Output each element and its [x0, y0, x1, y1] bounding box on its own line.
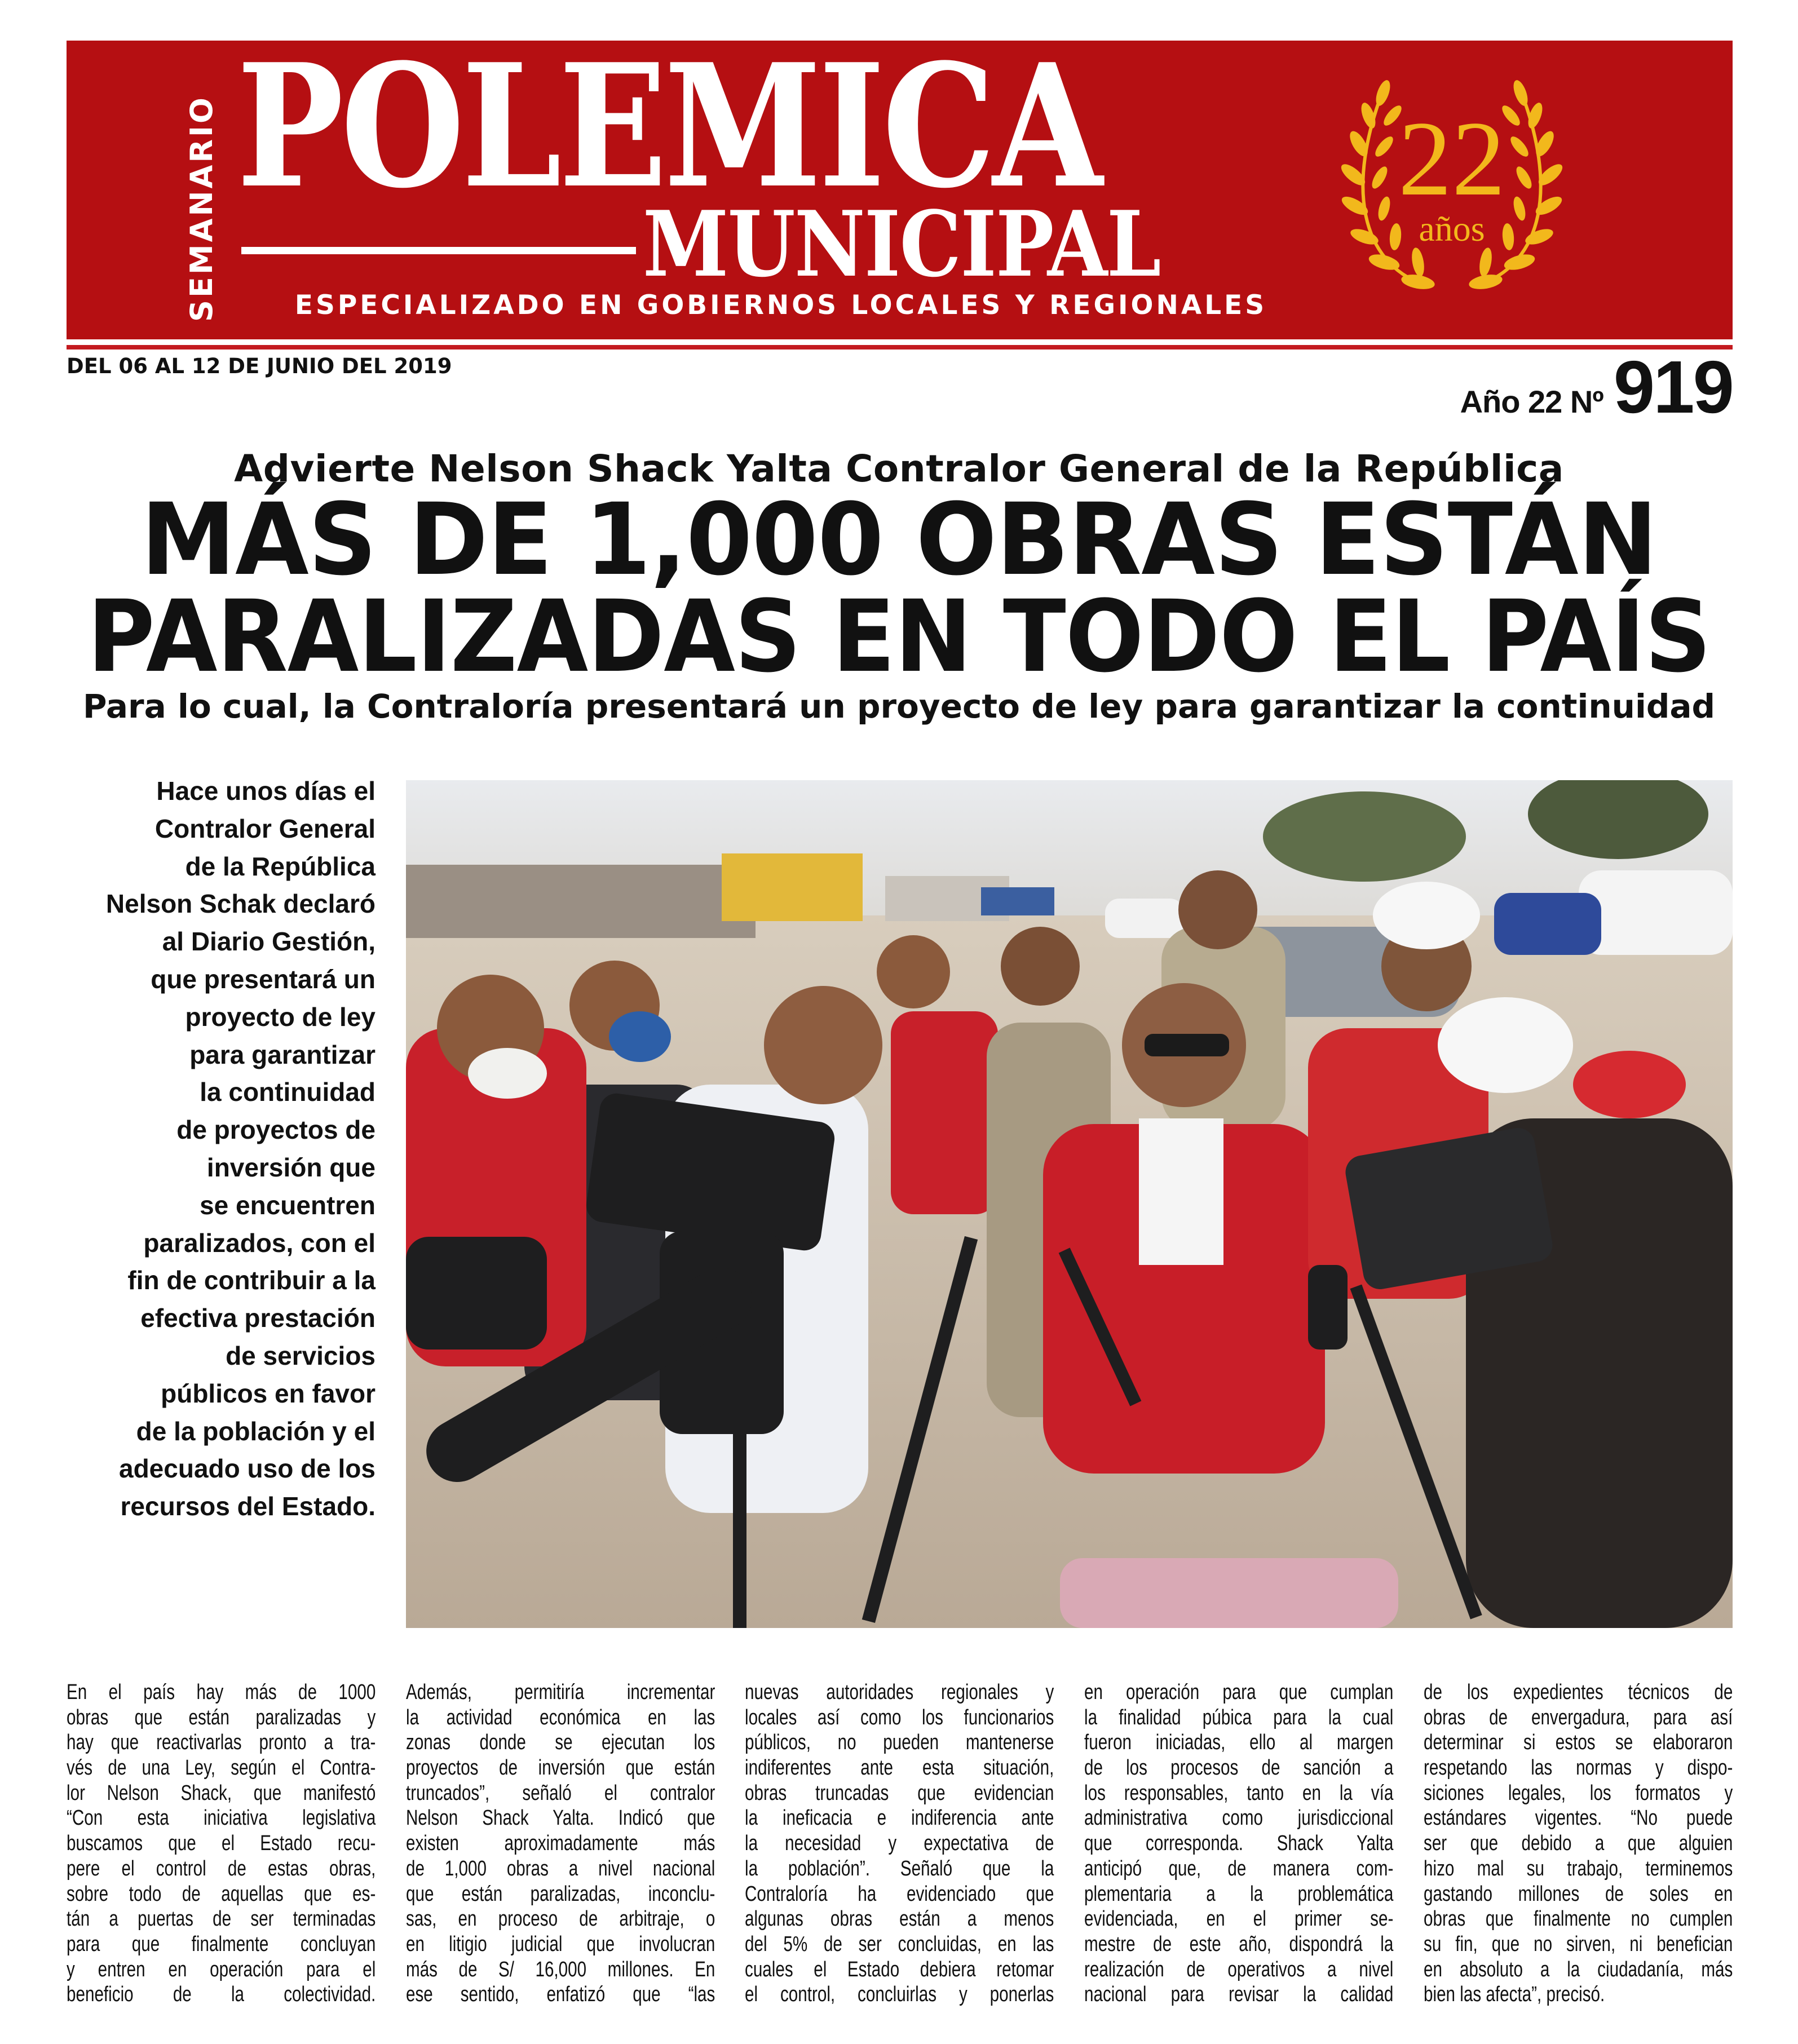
- lede-line: la continuidad: [200, 1077, 375, 1107]
- lede-line: Contralor General: [154, 813, 375, 843]
- body-text-line: para que finalmente concluyan: [67, 1932, 376, 1956]
- body-text-line: nuevas autoridades regionales y: [745, 1680, 1054, 1704]
- body-text-line: obras que están paralizadas y: [67, 1705, 376, 1729]
- body-text-line: En el país hay más de 1000: [67, 1680, 376, 1704]
- body-text-line: indiferentes ante esta situación,: [745, 1756, 1054, 1780]
- body-text-line: buscamos que el Estado recu-: [67, 1831, 376, 1856]
- body-text-line: el control, concluirlas y ponerlas: [745, 1983, 1054, 2007]
- body-text-line: locales así como los funcionarios: [745, 1705, 1054, 1729]
- body-text-line: los responsables, tanto en la vía: [1084, 1781, 1394, 1805]
- body-text-line: y entren en operación para el: [67, 1957, 376, 1981]
- lede-line: de la República: [185, 851, 375, 881]
- masthead-rule: [241, 247, 636, 254]
- lede-line: para garantizar: [189, 1039, 375, 1069]
- body-column-4: [1084, 1680, 1393, 2007]
- body-text-line: su fin, que no sirven, ni benefician: [1424, 1932, 1733, 1956]
- body-text-line: en absoluto a la ciudadanía, más: [1424, 1957, 1733, 1981]
- masthead-vertical-label: SEMANARIO: [184, 95, 219, 322]
- body-text-line: administrativa como jurisdiccional: [1084, 1806, 1394, 1830]
- body-text-line: nacional para revisar la calidad: [1084, 1983, 1394, 2007]
- body-text-line: truncados”, señaló el contralor: [406, 1781, 715, 1805]
- lede-line: paralizados, con el: [143, 1228, 375, 1258]
- body-text-line: Nelson Shack Yalta. Indicó que: [406, 1806, 715, 1830]
- body-text-line: determinar si estos se elaboraron: [1424, 1731, 1733, 1755]
- headline-line-1: MÁS DE 1,000 OBRAS ESTÁN: [140, 482, 1658, 598]
- body-text-line: Además, permitiría incrementar: [406, 1680, 715, 1704]
- body-text-line: la finalidad púbica para la cual: [1084, 1705, 1394, 1729]
- body-text-line: hizo mal su trabajo, terminemos: [1424, 1856, 1733, 1881]
- body-text-line: que están paralizadas, inconclu-: [406, 1882, 715, 1906]
- body-column-5: [1424, 1680, 1733, 2007]
- body-text-line: evidenciada, en el primer se-: [1084, 1907, 1394, 1931]
- body-text-line: cuales el Estado debiera retomar: [745, 1957, 1054, 1981]
- body-text-line: la necesidad y expectativa de: [745, 1831, 1054, 1856]
- body-text-line: de 1,000 obras a nivel nacional: [406, 1856, 715, 1881]
- body-text-line: estándares vigentes. “No puede: [1424, 1806, 1733, 1830]
- edition-issue-number: 919: [1613, 346, 1733, 428]
- edition-date: DEL 06 AL 12 DE JUNIO DEL 2019: [67, 354, 452, 378]
- body-column-2: [406, 1680, 715, 2007]
- lede-line: públicos en favor: [161, 1378, 375, 1408]
- masthead-subtitle: MUNICIPAL: [643, 191, 1160, 297]
- body-text-line: más de S/ 16,000 millones. En: [406, 1957, 715, 1981]
- body-text-line: respetando las normas y dispo-: [1424, 1756, 1733, 1780]
- body-text-line: en operación para que cumplan: [1084, 1680, 1394, 1704]
- body-text-line: plementaria a la problemática: [1084, 1882, 1394, 1906]
- body-column-1: [67, 1680, 375, 2007]
- lede-line: efectiva prestación: [140, 1303, 375, 1333]
- body-text-line: siciones legales, los formatos y: [1424, 1781, 1733, 1805]
- body-text-line: la actividad económica en las: [406, 1705, 715, 1729]
- body-text-line: lor Nelson Shack, que manifestó: [67, 1781, 376, 1805]
- lede-line: se encuentren: [200, 1190, 375, 1220]
- body-text-line: tán a puertas de ser terminadas: [67, 1907, 376, 1931]
- article-subtitle: Para lo cual, la Contraloría presentará un proyecto de ley para garantizar la continuidad: [82, 687, 1716, 725]
- anniversary-number: 22: [1398, 100, 1505, 218]
- body-text-line: bien las afecta”, precisó.: [1424, 1983, 1605, 2007]
- body-text-line: de los expedientes técnicos de: [1424, 1680, 1733, 1704]
- masthead-title: POLEMICA: [237, 26, 1100, 225]
- lede-line: fin de contribuir a la: [127, 1266, 375, 1295]
- body-text-line: la ineficacia e indiferencia ante: [745, 1806, 1054, 1830]
- body-text-line: obras que finalmente no cumplen: [1424, 1907, 1733, 1931]
- lede-line: adecuado uso de los: [119, 1454, 375, 1484]
- lede-line: de servicios: [226, 1340, 375, 1370]
- masthead-tagline: ESPECIALIZADO EN GOBIERNOS LOCALES Y REGIONALES: [294, 290, 1267, 321]
- body-text-line: del 5% de ser concluidas, en las: [745, 1932, 1054, 1956]
- lede-line: recursos del Estado.: [120, 1492, 375, 1521]
- body-text-line: obras de envergadura, para así: [1424, 1705, 1733, 1729]
- body-text-line: “Con esta iniciativa legislativa: [67, 1806, 376, 1830]
- body-text-line: pere el control de estas obras,: [67, 1856, 376, 1881]
- body-text-line: hay que reactivarlas pronto a tra-: [67, 1731, 376, 1755]
- body-text-line: en litigio judicial que involucran: [406, 1932, 715, 1956]
- body-text-line: obras truncadas que evidencian: [745, 1781, 1054, 1805]
- body-text-line: fueron iniciadas, ello al margen: [1084, 1731, 1394, 1755]
- headline-line-2: PARALIZADAS EN TODO EL PAÍS: [87, 579, 1711, 694]
- lede-line: de la población y el: [136, 1416, 375, 1446]
- body-text-line: públicos, no pueden mantenerse: [745, 1731, 1054, 1755]
- anniversary-label: años: [1419, 209, 1485, 249]
- body-text-line: beneficio de la colectividad.: [67, 1983, 376, 2007]
- lede-line: inversión que: [206, 1152, 375, 1182]
- body-text-line: realización de operativos a nivel: [1084, 1957, 1394, 1981]
- body-text-line: anticipó que, de manera com-: [1084, 1856, 1394, 1881]
- body-text-line: gastando millones de soles en: [1424, 1882, 1733, 1906]
- lede-line: proyecto de ley: [185, 1002, 375, 1032]
- body-text-line: existen aproximadamente más: [406, 1831, 715, 1856]
- body-text-line: sobre todo de aquellas que es-: [67, 1882, 376, 1906]
- body-text-line: que corresponda. Shack Yalta: [1084, 1831, 1394, 1856]
- body-text-line: ser que debido a que alguien: [1424, 1831, 1733, 1856]
- body-text-line: proyectos de inversión que están: [406, 1756, 715, 1780]
- edition-year-label: Año 22 Nº: [1460, 384, 1603, 419]
- article-lede: [32, 772, 375, 1525]
- lede-line: al Diario Gestión,: [162, 927, 375, 957]
- body-column-3: [745, 1680, 1054, 2007]
- article-kicker: Advierte Nelson Shack Yalta Contralor General de la República: [234, 447, 1564, 490]
- body-text-line: algunas obras están a menos: [745, 1907, 1054, 1931]
- lede-line: de proyectos de: [176, 1115, 375, 1145]
- edition-number: [1460, 345, 1733, 453]
- body-text-line: ese sentido, enfatizó que “las: [406, 1983, 715, 2007]
- article-photo: [406, 780, 1733, 1628]
- anniversary-laurel-logo: [1339, 76, 1565, 290]
- body-text-line: Contraloría ha evidenciado que: [745, 1882, 1054, 1906]
- lede-line: Hace unos días el: [156, 776, 375, 806]
- body-text-line: mestre de este año, dispondrá la: [1084, 1932, 1394, 1956]
- body-text-line: la población”. Señaló que la: [745, 1856, 1054, 1881]
- body-text-line: de los procesos de sanción a: [1084, 1756, 1394, 1780]
- lede-line: Nelson Schak declaró: [105, 889, 375, 919]
- body-text-line: vés de una Ley, según el Contra-: [67, 1756, 376, 1780]
- body-text-line: zonas donde se ejecutan los: [406, 1731, 715, 1755]
- body-text-line: sas, en proceso de arbitraje, o: [406, 1907, 715, 1931]
- lede-line: que presentará un: [151, 964, 375, 994]
